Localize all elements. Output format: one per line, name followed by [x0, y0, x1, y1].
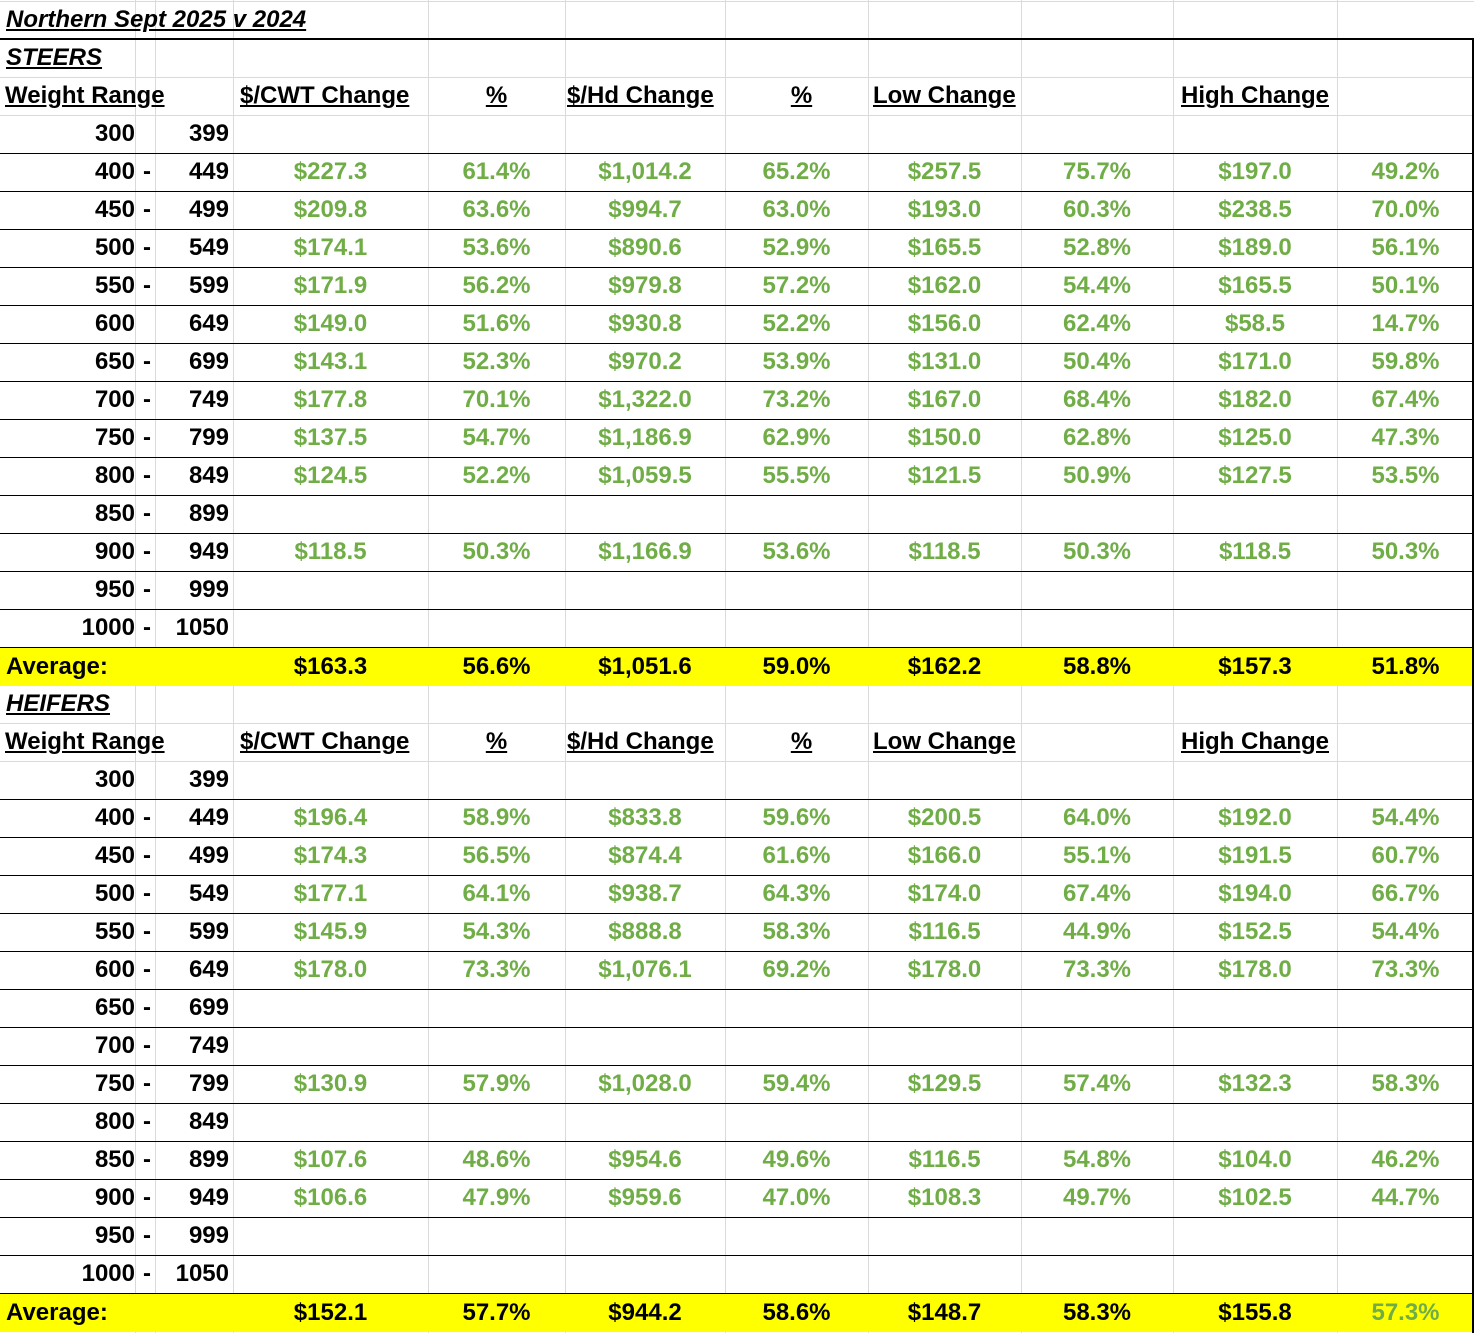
average-cwt: $163.3 — [293, 653, 368, 680]
weight-high: 549 — [188, 234, 229, 261]
weight-high: 949 — [188, 538, 229, 565]
value-hd: $938.7 — [608, 880, 682, 907]
average-hd: $1,051.6 — [598, 653, 692, 680]
value-high-pct: 46.2% — [1371, 1146, 1440, 1173]
header-weight-range: Weight Range — [5, 728, 165, 755]
value-high-pct: 47.3% — [1371, 424, 1440, 451]
weight-high: 449 — [188, 158, 229, 185]
value-low-pct: 60.3% — [1062, 196, 1132, 223]
value-hd-pct: 62.9% — [762, 424, 831, 451]
value-hd-pct: 69.2% — [762, 956, 831, 983]
header-weight-range: Weight Range — [5, 82, 165, 109]
value-low: $131.0 — [907, 348, 982, 375]
value-cwt: $177.8 — [293, 386, 368, 413]
value-low-pct: 57.4% — [1062, 1070, 1132, 1097]
average-cwt: $152.1 — [293, 1299, 368, 1326]
value-low-pct: 62.8% — [1062, 424, 1132, 451]
value-cwt: $209.8 — [293, 196, 368, 223]
value-hd: $1,186.9 — [598, 424, 692, 451]
value-high-pct: 58.3% — [1371, 1070, 1440, 1097]
weight-low: 600 — [94, 956, 135, 983]
value-high: $197.0 — [1218, 158, 1292, 185]
average-cwt-pct: 56.6% — [462, 653, 531, 680]
weight-high: 549 — [188, 880, 229, 907]
weight-high: 799 — [188, 1070, 229, 1097]
value-cwt: $106.6 — [293, 1184, 368, 1211]
weight-low: 550 — [94, 272, 135, 299]
value-high-pct: 66.7% — [1371, 880, 1440, 907]
value-low: $116.5 — [908, 1146, 981, 1173]
weight-dash: - — [143, 272, 151, 299]
value-cwt-pct: 64.1% — [462, 880, 531, 907]
weight-dash: - — [143, 614, 151, 641]
weight-dash: - — [143, 424, 151, 451]
value-hd: $1,014.2 — [598, 158, 692, 185]
weight-low: 300 — [94, 766, 135, 793]
value-hd: $1,322.0 — [598, 386, 692, 413]
weight-high: 399 — [188, 120, 229, 147]
value-hd: $1,059.5 — [598, 462, 692, 489]
value-hd-pct: 59.4% — [762, 1070, 831, 1097]
header-cwt-pct: % — [485, 728, 508, 755]
value-high-pct: 53.5% — [1371, 462, 1440, 489]
value-cwt: $149.0 — [293, 310, 368, 337]
average-high: $157.3 — [1218, 653, 1292, 680]
value-hd: $874.4 — [608, 842, 682, 869]
average-high: $155.8 — [1218, 1299, 1292, 1326]
value-high-pct: 56.1% — [1371, 234, 1440, 261]
value-low-pct: 68.4% — [1062, 386, 1132, 413]
weight-high: 999 — [188, 1222, 229, 1249]
weight-dash: - — [143, 1070, 151, 1097]
value-cwt-pct: 70.1% — [462, 386, 531, 413]
value-low: $257.5 — [907, 158, 982, 185]
weight-low: 750 — [94, 424, 135, 451]
value-cwt-pct: 58.9% — [462, 804, 531, 831]
value-cwt-pct: 56.2% — [462, 272, 531, 299]
value-high: $165.5 — [1218, 272, 1292, 299]
value-cwt: $107.6 — [293, 1146, 368, 1173]
weight-low: 400 — [94, 804, 135, 831]
weight-high: 599 — [188, 272, 229, 299]
weight-high: 799 — [188, 424, 229, 451]
weight-high: 699 — [188, 348, 229, 375]
value-cwt-pct: 73.3% — [462, 956, 531, 983]
weight-dash: - — [143, 462, 151, 489]
value-high-pct: 73.3% — [1371, 956, 1440, 983]
value-high: $191.5 — [1218, 842, 1292, 869]
value-cwt: $171.9 — [293, 272, 368, 299]
value-hd-pct: 49.6% — [762, 1146, 831, 1173]
weight-low: 500 — [94, 880, 135, 907]
value-high-pct: 50.1% — [1371, 272, 1440, 299]
value-hd: $970.2 — [608, 348, 682, 375]
value-cwt: $178.0 — [293, 956, 368, 983]
value-low-pct: 50.4% — [1062, 348, 1132, 375]
weight-high: 749 — [188, 1032, 229, 1059]
weight-high: 899 — [188, 500, 229, 527]
weight-low: 800 — [94, 1108, 135, 1135]
weight-dash: - — [143, 1032, 151, 1059]
average-low-pct: 58.8% — [1062, 653, 1132, 680]
value-high: $132.3 — [1218, 1070, 1292, 1097]
value-cwt-pct: 48.6% — [462, 1146, 531, 1173]
sheet-title: Northern Sept 2025 v 2024 — [6, 6, 307, 33]
value-hd-pct: 63.0% — [762, 196, 831, 223]
weight-low: 950 — [94, 576, 135, 603]
header-cwt-change: $/CWT Change — [240, 728, 410, 755]
weight-low: 700 — [94, 1032, 135, 1059]
weight-low: 900 — [94, 1184, 135, 1211]
value-low: $118.5 — [908, 538, 981, 565]
weight-low: 1000 — [81, 1260, 135, 1287]
weight-low: 300 — [94, 120, 135, 147]
value-hd: $888.8 — [608, 918, 682, 945]
value-hd: $1,076.1 — [598, 956, 692, 983]
value-cwt-pct: 57.9% — [462, 1070, 531, 1097]
weight-dash: - — [143, 994, 151, 1021]
value-low-pct: 64.0% — [1062, 804, 1132, 831]
weight-high: 1050 — [175, 1260, 229, 1287]
value-low-pct: 49.7% — [1062, 1184, 1132, 1211]
weight-dash: - — [143, 500, 151, 527]
value-hd-pct: 61.6% — [762, 842, 831, 869]
weight-dash: - — [143, 196, 151, 223]
weight-low: 900 — [94, 538, 135, 565]
value-high: $102.5 — [1218, 1184, 1292, 1211]
weight-low: 600 — [94, 310, 135, 337]
weight-dash: - — [143, 880, 151, 907]
weight-low: 650 — [94, 348, 135, 375]
header-cwt-pct: % — [485, 82, 508, 109]
average-hd-pct: 58.6% — [762, 1299, 831, 1326]
value-low-pct: 52.8% — [1062, 234, 1132, 261]
value-hd: $890.6 — [608, 234, 682, 261]
value-low: $167.0 — [907, 386, 982, 413]
weight-low: 450 — [94, 842, 135, 869]
header-low-change: Low Change — [873, 728, 1016, 755]
weight-low: 550 — [94, 918, 135, 945]
value-high: $178.0 — [1218, 956, 1292, 983]
value-hd-pct: 47.0% — [762, 1184, 831, 1211]
value-hd-pct: 52.2% — [762, 310, 831, 337]
value-high-pct: 70.0% — [1371, 196, 1440, 223]
weight-low: 850 — [94, 1146, 135, 1173]
weight-low: 500 — [94, 234, 135, 261]
header-high-change: High Change — [1181, 728, 1329, 755]
value-hd: $994.7 — [608, 196, 682, 223]
weight-dash: - — [143, 918, 151, 945]
weight-dash: - — [143, 234, 151, 261]
value-low-pct: 54.8% — [1062, 1146, 1132, 1173]
value-low-pct: 55.1% — [1062, 842, 1132, 869]
value-cwt-pct: 51.6% — [462, 310, 531, 337]
weight-high: 849 — [188, 462, 229, 489]
weight-high: 649 — [188, 956, 229, 983]
value-high: $58.5 — [1224, 310, 1286, 337]
value-cwt-pct: 56.5% — [462, 842, 531, 869]
value-high-pct: 54.4% — [1371, 918, 1440, 945]
value-low-pct: 67.4% — [1062, 880, 1132, 907]
value-high-pct: 44.7% — [1371, 1184, 1440, 1211]
value-cwt-pct: 50.3% — [462, 538, 531, 565]
header-hd-pct: % — [790, 728, 813, 755]
header-hd-change: $/Hd Change — [567, 728, 714, 755]
weight-low: 850 — [94, 500, 135, 527]
weight-high: 599 — [188, 918, 229, 945]
value-low-pct: 50.9% — [1062, 462, 1132, 489]
value-low: $129.5 — [907, 1070, 982, 1097]
value-hd-pct: 65.2% — [762, 158, 831, 185]
weight-high: 899 — [188, 1146, 229, 1173]
weight-dash: - — [143, 1146, 151, 1173]
value-low: $156.0 — [907, 310, 982, 337]
value-cwt: $177.1 — [293, 880, 368, 907]
value-high: $194.0 — [1218, 880, 1292, 907]
value-low: $166.0 — [907, 842, 982, 869]
value-hd: $1,166.9 — [598, 538, 692, 565]
weight-dash: - — [143, 804, 151, 831]
weight-high: 999 — [188, 576, 229, 603]
average-label: Average: — [6, 1299, 108, 1326]
value-low: $108.3 — [907, 1184, 982, 1211]
value-low-pct: 62.4% — [1062, 310, 1132, 337]
value-hd-pct: 73.2% — [762, 386, 831, 413]
average-low-pct: 58.3% — [1062, 1299, 1132, 1326]
weight-dash: - — [143, 158, 151, 185]
value-low-pct: 54.4% — [1062, 272, 1132, 299]
value-cwt: $227.3 — [293, 158, 368, 185]
section-label: STEERS — [6, 44, 103, 71]
value-high-pct: 59.8% — [1371, 348, 1440, 375]
weight-high: 449 — [188, 804, 229, 831]
weight-low: 750 — [94, 1070, 135, 1097]
value-hd-pct: 53.9% — [762, 348, 831, 375]
average-label: Average: — [6, 653, 108, 680]
value-hd: $833.8 — [608, 804, 682, 831]
value-hd-pct: 59.6% — [762, 804, 831, 831]
average-hd-pct: 59.0% — [762, 653, 831, 680]
value-low-pct: 73.3% — [1062, 956, 1132, 983]
weight-high: 949 — [188, 1184, 229, 1211]
value-hd-pct: 52.9% — [762, 234, 831, 261]
value-high-pct: 67.4% — [1371, 386, 1440, 413]
weight-high: 849 — [188, 1108, 229, 1135]
value-hd-pct: 55.5% — [762, 462, 831, 489]
weight-high: 649 — [188, 310, 229, 337]
weight-dash: - — [143, 538, 151, 565]
weight-dash: - — [143, 842, 151, 869]
value-high: $127.5 — [1218, 462, 1292, 489]
value-hd-pct: 58.3% — [762, 918, 831, 945]
value-high: $192.0 — [1218, 804, 1292, 831]
weight-dash: - — [143, 956, 151, 983]
value-hd-pct: 64.3% — [762, 880, 831, 907]
value-low-pct: 75.7% — [1062, 158, 1132, 185]
value-low: $150.0 — [907, 424, 982, 451]
average-low: $162.2 — [907, 653, 982, 680]
value-hd: $959.6 — [608, 1184, 682, 1211]
header-hd-change: $/Hd Change — [567, 82, 714, 109]
value-high: $118.5 — [1218, 538, 1292, 565]
value-cwt-pct: 63.6% — [462, 196, 531, 223]
average-low: $148.7 — [907, 1299, 982, 1326]
value-low: $162.0 — [907, 272, 982, 299]
weight-high: 499 — [188, 842, 229, 869]
value-high-pct: 14.7% — [1371, 310, 1440, 337]
header-low-change: Low Change — [873, 82, 1016, 109]
value-cwt: $137.5 — [293, 424, 368, 451]
value-cwt-pct: 47.9% — [462, 1184, 531, 1211]
value-low: $116.5 — [908, 918, 981, 945]
value-high: $171.0 — [1218, 348, 1292, 375]
value-hd: $954.6 — [608, 1146, 682, 1173]
average-high-pct: 51.8% — [1371, 653, 1440, 680]
weight-dash: - — [143, 348, 151, 375]
weight-low: 950 — [94, 1222, 135, 1249]
value-high: $125.0 — [1218, 424, 1292, 451]
weight-high: 399 — [188, 766, 229, 793]
value-cwt: $174.1 — [293, 234, 368, 261]
weight-dash: - — [143, 1108, 151, 1135]
average-high-pct: 57.3% — [1371, 1299, 1440, 1326]
value-high: $182.0 — [1218, 386, 1292, 413]
section-label: HEIFERS — [6, 690, 111, 717]
value-cwt: $145.9 — [293, 918, 368, 945]
value-low: $174.0 — [907, 880, 982, 907]
value-cwt-pct: 53.6% — [462, 234, 531, 261]
weight-dash: - — [143, 1222, 151, 1249]
value-low: $165.5 — [907, 234, 982, 261]
weight-high: 699 — [188, 994, 229, 1021]
value-high-pct: 50.3% — [1371, 538, 1440, 565]
value-cwt-pct: 54.3% — [462, 918, 531, 945]
weight-low: 650 — [94, 994, 135, 1021]
value-low: $193.0 — [907, 196, 982, 223]
value-cwt-pct: 54.7% — [462, 424, 531, 451]
value-high: $104.0 — [1218, 1146, 1292, 1173]
average-cwt-pct: 57.7% — [462, 1299, 531, 1326]
value-high: $152.5 — [1218, 918, 1292, 945]
weight-low: 800 — [94, 462, 135, 489]
weight-dash: - — [143, 576, 151, 603]
weight-high: 749 — [188, 386, 229, 413]
value-hd: $979.8 — [608, 272, 682, 299]
value-cwt: $118.5 — [294, 538, 367, 565]
weight-dash: - — [143, 1184, 151, 1211]
value-cwt: $143.1 — [293, 348, 368, 375]
value-low: $121.5 — [907, 462, 982, 489]
value-hd: $1,028.0 — [598, 1070, 692, 1097]
value-cwt: $174.3 — [293, 842, 368, 869]
value-high: $189.0 — [1218, 234, 1292, 261]
value-cwt-pct: 61.4% — [462, 158, 531, 185]
value-cwt: $124.5 — [293, 462, 368, 489]
weight-low: 400 — [94, 158, 135, 185]
value-cwt: $196.4 — [293, 804, 368, 831]
value-high-pct: 54.4% — [1371, 804, 1440, 831]
average-hd: $944.2 — [608, 1299, 682, 1326]
value-low: $178.0 — [907, 956, 982, 983]
value-high-pct: 60.7% — [1371, 842, 1440, 869]
value-high-pct: 49.2% — [1371, 158, 1440, 185]
weight-low: 700 — [94, 386, 135, 413]
value-hd-pct: 57.2% — [762, 272, 831, 299]
weight-high: 1050 — [175, 614, 229, 641]
value-cwt: $130.9 — [293, 1070, 368, 1097]
value-low-pct: 50.3% — [1062, 538, 1132, 565]
value-high: $238.5 — [1218, 196, 1292, 223]
header-hd-pct: % — [790, 82, 813, 109]
value-cwt-pct: 52.2% — [462, 462, 531, 489]
value-low: $200.5 — [907, 804, 982, 831]
value-hd: $930.8 — [608, 310, 682, 337]
value-hd-pct: 53.6% — [762, 538, 831, 565]
weight-low: 450 — [94, 196, 135, 223]
weight-dash: - — [143, 1260, 151, 1287]
weight-dash: - — [143, 386, 151, 413]
value-low-pct: 44.9% — [1062, 918, 1132, 945]
weight-low: 1000 — [81, 614, 135, 641]
value-cwt-pct: 52.3% — [462, 348, 531, 375]
header-cwt-change: $/CWT Change — [240, 82, 410, 109]
header-high-change: High Change — [1181, 82, 1329, 109]
weight-high: 499 — [188, 196, 229, 223]
